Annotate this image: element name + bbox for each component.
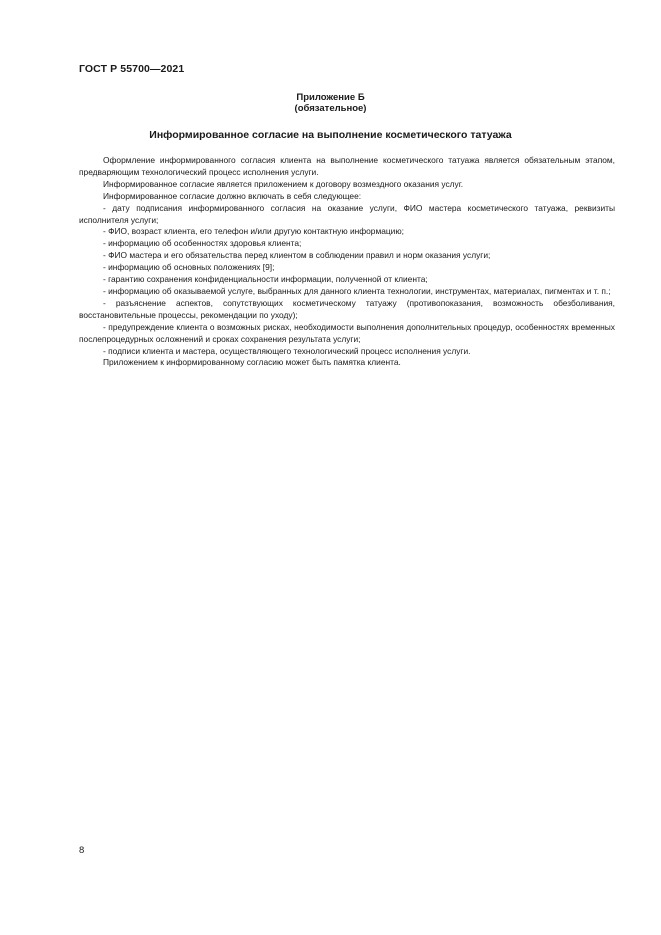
- appendix-label: Приложение Б: [296, 92, 365, 103]
- page-number: 8: [79, 845, 85, 856]
- body-text: [79, 155, 615, 369]
- paragraph: Приложением к информированному согласию может быть памятка клиента.: [103, 357, 401, 368]
- list-item: - ФИО мастера и его обязательства перед клиентом в соблюдении правил и норм оказания услуги;: [103, 250, 491, 261]
- list-item: - предупреждение клиента о возможных рисках, необходимости выполнения дополнительных процедур, особенностях временных послепроцедурных осложнений и сроках сохранения результата услуги;: [79, 321, 615, 344]
- list-item: - информацию об особенностях здоровья клиента;: [103, 238, 302, 249]
- section-title: Информированное согласие на выполнение косметического татуажа: [149, 129, 512, 141]
- list-item: - разъяснение аспектов, сопутствующих косметическому татуажу (противопоказания, возможность обезболивания, восстановительные процессы, рекомендации по уходу);: [79, 297, 615, 320]
- standard-code: ГОСТ Р 55700—2021: [79, 63, 185, 75]
- paragraph: Информированное согласие должно включать в себя следующее:: [103, 190, 362, 201]
- list-item: - информацию об оказываемой услуге, выбранных для данного клиента технологии, инструментах, материалах, пигментах и т. п.;: [103, 285, 611, 296]
- list-item: - дату подписания информированного согласия на оказание услуги, ФИО мастера косметического татуажа, реквизиты исполнителя услуги;: [79, 202, 615, 225]
- list-item: - подписи клиента и мастера, осуществляющего технологический процесс исполнения услуги.: [103, 345, 471, 356]
- paragraph: Информированное согласие является приложением к договору возмездного оказания услуг.: [103, 178, 464, 189]
- appendix-status: (обязательное): [294, 103, 367, 114]
- list-item: - гарантию сохранения конфиденциальности информации, полученной от клиента;: [103, 274, 428, 285]
- appendix-heading: [0, 92, 661, 114]
- paragraph: Оформление информированного согласия клиента на выполнение косметического татуажа является обязательным этапом, предваряющим технологический процесс исполнения услуги.: [79, 155, 615, 177]
- list-item: - информацию об основных положениях [9];: [103, 262, 275, 273]
- list-item: - ФИО, возраст клиента, его телефон и/или другую контактную информацию;: [103, 226, 404, 237]
